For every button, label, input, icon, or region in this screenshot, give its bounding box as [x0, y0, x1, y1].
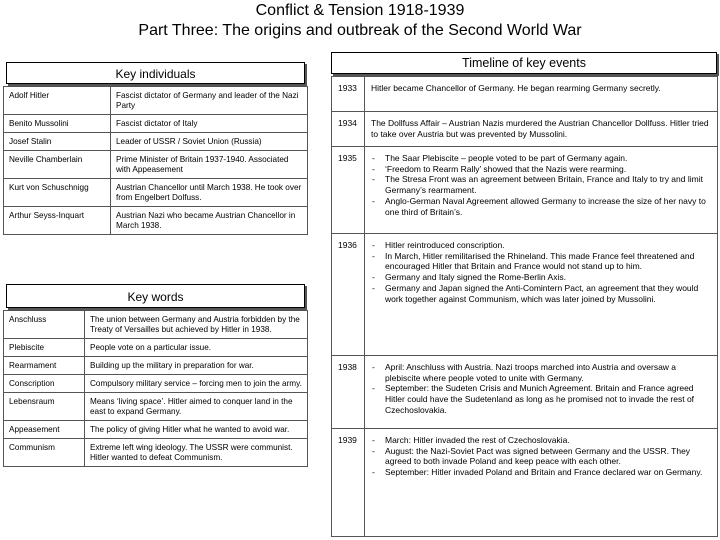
table-row: [332, 77, 718, 112]
timeline-table: [331, 76, 718, 537]
table-row: [4, 439, 308, 467]
timeline-heading: Timeline of key events: [331, 52, 717, 74]
page-title: Conflict & Tension 1918-1939: [255, 2, 465, 19]
table-row: [4, 375, 308, 393]
individual-description: Austrian Chancellor until March 1938. He took over from Engelbert Dolfuss.: [111, 179, 308, 207]
timeline-events: [365, 356, 718, 429]
timeline-event: - September: the Sudeten Crisis and Munich Agreement. Britain and France agreed Hitler could have the Sudetenland as long as he promised not to invade the rest of Czechoslovakia.: [371, 383, 713, 415]
timeline-event: - Germany and Italy signed the Rome-Berlin Axis.: [371, 272, 713, 283]
key-word-definition: The policy of giving Hitler what he wanted to avoid war.: [85, 421, 308, 439]
key-words-heading: Key words: [6, 284, 305, 308]
key-individuals-table: [3, 86, 308, 235]
timeline-year: 1935: [332, 147, 365, 234]
timeline-event: The Dollfuss Affair – Austrian Nazis murdered the Austrian Chancellor Dollfuss. Hitler tried to take over Austria but was prevented by Mussolini.: [365, 112, 718, 147]
timeline-event: - March: Hitler invaded the rest of Czechoslovakia.: [371, 435, 713, 446]
individual-description: Leader of USSR / Soviet Union (Russia): [111, 133, 308, 151]
key-word: Plebiscite: [4, 339, 85, 357]
individual-name: Josef Stalin: [4, 133, 111, 151]
key-word: Anschluss: [4, 311, 85, 339]
table-row: [332, 429, 718, 537]
table-row: [4, 151, 308, 179]
individual-description: Fascist dictator of Italy: [111, 115, 308, 133]
timeline-event: Hitler became Chancellor of Germany. He began rearming Germany secretly.: [365, 77, 718, 112]
key-word: Appeasement: [4, 421, 85, 439]
individual-name: Benito Mussolini: [4, 115, 111, 133]
table-row: [4, 87, 308, 115]
individual-name: Arthur Seyss-Inquart: [4, 207, 111, 235]
individual-description: Austrian Nazi who became Austrian Chancellor in March 1938.: [111, 207, 308, 235]
table-row: [332, 112, 718, 147]
timeline-event: - ‘Freedom to Rearm Rally’ showed that the Nazis were rearming.: [371, 164, 713, 175]
key-individuals-heading: Key individuals: [6, 62, 305, 84]
key-word: Lebensraum: [4, 393, 85, 421]
individual-name: Neville Chamberlain: [4, 151, 111, 179]
table-row: [4, 133, 308, 151]
key-word-definition: Extreme left wing ideology. The USSR were communist. Hitler wanted to defeat Communism.: [85, 439, 308, 467]
table-row: [4, 311, 308, 339]
timeline-year: 1938: [332, 356, 365, 429]
timeline-year: 1933: [332, 77, 365, 112]
table-row: [4, 207, 308, 235]
timeline-year: 1939: [332, 429, 365, 537]
timeline-event: - August: the Nazi-Soviet Pact was signed between Germany and the USSR. They agreed to both invade Poland and keep peace with each other.: [371, 446, 713, 467]
table-row: [332, 234, 718, 356]
table-row: [4, 393, 308, 421]
key-word: Rearmament: [4, 357, 85, 375]
key-word: Communism: [4, 439, 85, 467]
table-row: [4, 421, 308, 439]
table-row: [4, 115, 308, 133]
timeline-event: - The Saar Plebiscite – people voted to be part of Germany again.: [371, 153, 713, 164]
timeline-event: - In March, Hitler remilitarised the Rhineland. This made France feel threatened and encouraged Hitler that Britain and France would not stand up to him.: [371, 251, 713, 272]
key-word-definition: Compulsory military service – forcing men to join the army.: [85, 375, 308, 393]
page-subtitle: Part Three: The origins and outbreak of the Second World War: [138, 22, 582, 39]
timeline-event: - September: Hitler invaded Poland and Britain and France declared war on Germany.: [371, 467, 713, 478]
individual-name: Adolf Hitler: [4, 87, 111, 115]
timeline-year: 1934: [332, 112, 365, 147]
individual-name: Kurt von Schuschnigg: [4, 179, 111, 207]
table-row: [332, 356, 718, 429]
timeline-events: [365, 429, 718, 537]
key-word: Conscription: [4, 375, 85, 393]
table-row: [4, 357, 308, 375]
key-word-definition: People vote on a particular issue.: [85, 339, 308, 357]
timeline-event: - Hitler reintroduced conscription.: [371, 240, 713, 251]
timeline-event: - Anglo-German Naval Agreement allowed Germany to increase the size of her navy to one third of Britain’s.: [371, 196, 713, 217]
individual-description: Prime Minister of Britain 1937-1940. Associated with Appeasement: [111, 151, 308, 179]
table-row: [332, 147, 718, 234]
key-word-definition: The union between Germany and Austria forbidden by the Treaty of Versailles but achieved by Hitler in 1938.: [85, 311, 308, 339]
table-row: [4, 339, 308, 357]
timeline-events: [365, 147, 718, 234]
individual-description: Fascist dictator of Germany and leader of the Nazi Party: [111, 87, 308, 115]
timeline-events: [365, 234, 718, 356]
timeline-event: - The Stresa Front was an agreement between Britain, France and Italy to try and limit Germany’s rearmament.: [371, 174, 713, 195]
timeline-year: 1936: [332, 234, 365, 356]
table-row: [4, 179, 308, 207]
key-words-table: [3, 310, 308, 467]
key-word-definition: Means ‘living space’. Hitler aimed to conquer land in the east to expand Germany.: [85, 393, 308, 421]
timeline-event: - Germany and Japan signed the Anti-Comintern Pact, an agreement that they would work together against Communism, which was later joined by Mussolini.: [371, 283, 713, 304]
timeline-event: - April: Anschluss with Austria. Nazi troops marched into Austria and oversaw a plebiscite where people voted to unite with Germany.: [371, 362, 713, 383]
key-word-definition: Building up the military in preparation for war.: [85, 357, 308, 375]
